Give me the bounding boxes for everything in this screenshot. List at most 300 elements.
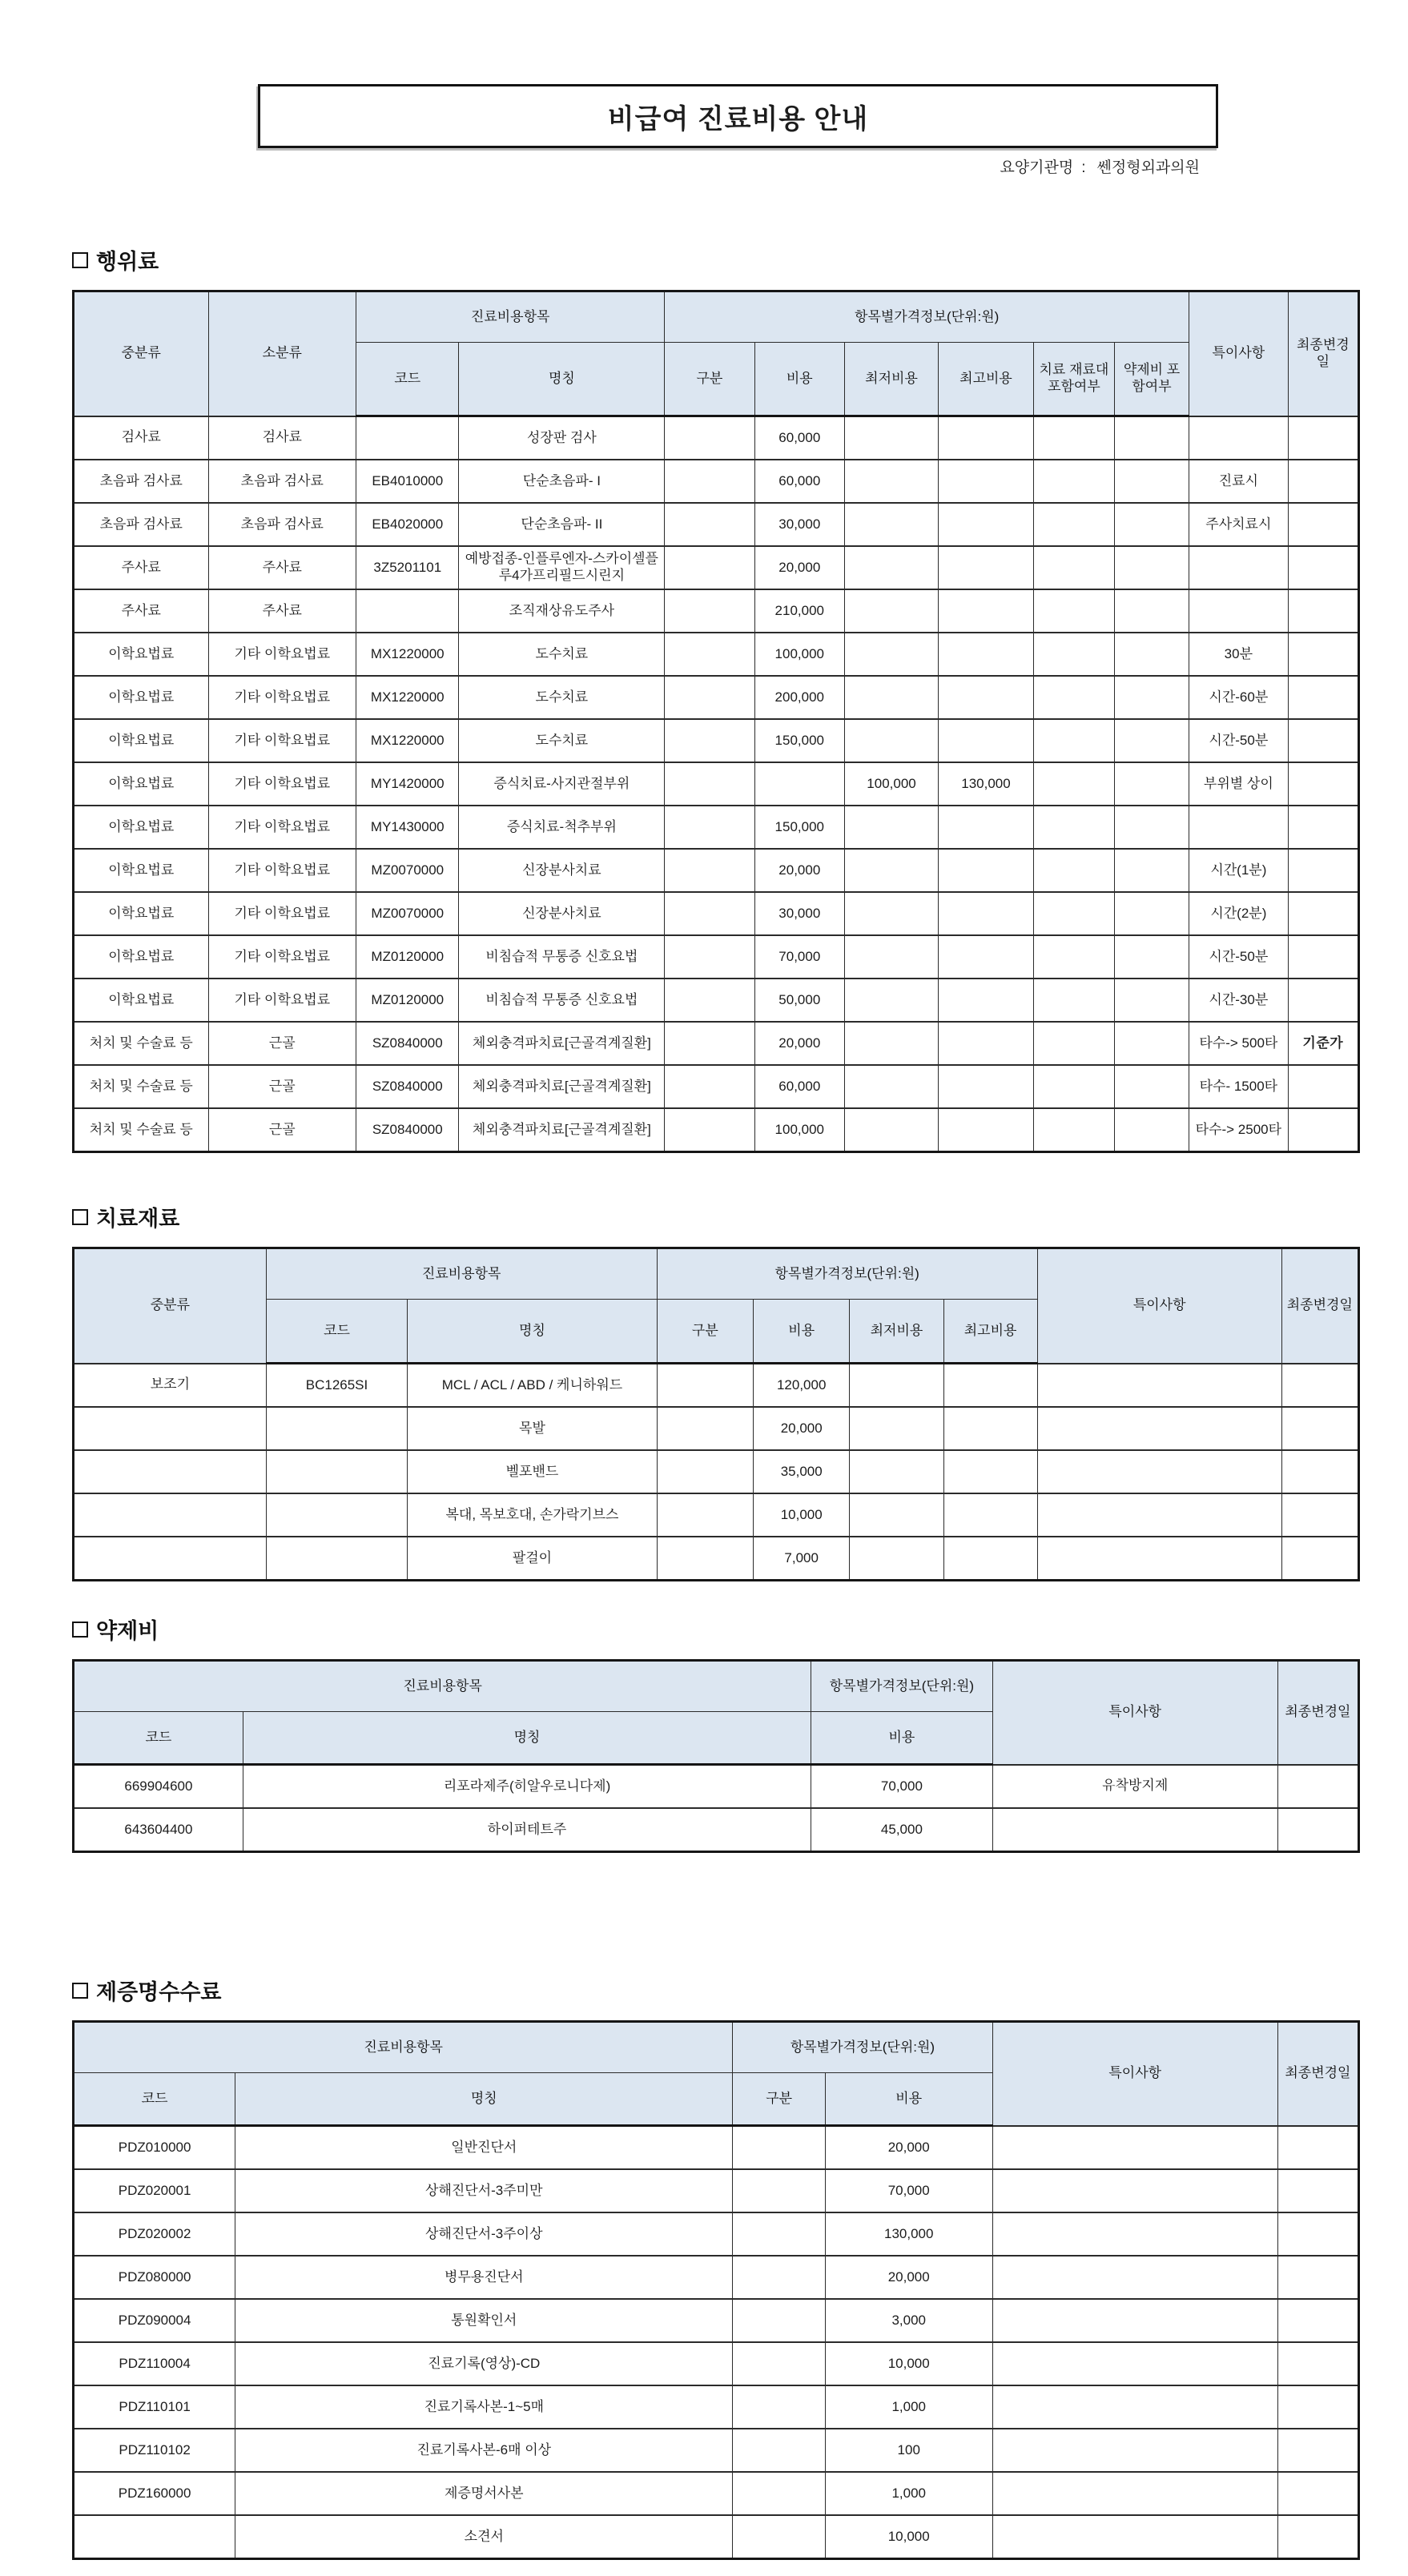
table-cell — [1033, 460, 1114, 503]
table-cell — [1033, 1022, 1114, 1065]
table-cell: 주사료 — [74, 546, 209, 589]
table-cell — [1288, 806, 1358, 849]
table-cell: 근골 — [208, 1022, 356, 1065]
table-cell: 기타 이학요법료 — [208, 762, 356, 806]
table-cell: 이학요법료 — [74, 849, 209, 892]
section-heading-label: 치료재료 — [96, 1207, 180, 1231]
table-cell — [844, 849, 938, 892]
table-cell: 150,000 — [754, 719, 844, 762]
table-row — [74, 849, 1359, 892]
table-cell: 일반진단서 — [235, 2126, 733, 2170]
table-cell: 643604400 — [74, 1808, 243, 1852]
table-cell: 60,000 — [754, 460, 844, 503]
table-cell — [939, 719, 1034, 762]
table-cell: 60,000 — [754, 1065, 844, 1108]
table-cell — [1288, 979, 1358, 1022]
table-cell — [939, 892, 1034, 935]
table-cell — [733, 2385, 826, 2429]
table-cell — [844, 633, 938, 676]
table-cell — [1037, 1364, 1281, 1408]
table-cell — [1114, 1108, 1189, 1152]
table-cell: 신장분사치료 — [459, 849, 665, 892]
table-cell — [939, 849, 1034, 892]
table-cell: 근골 — [208, 1108, 356, 1152]
column-header: 코드 — [266, 1300, 408, 1364]
table-row — [74, 2212, 1359, 2256]
table-cell: 체외충격파치료[근골격계질환] — [459, 1108, 665, 1152]
table-cell — [1277, 2256, 1358, 2299]
table-cell: SZ0840000 — [356, 1022, 459, 1065]
table-cell — [939, 1108, 1034, 1152]
table-cell: PDZ110004 — [74, 2342, 235, 2385]
table-cell: 70,000 — [811, 1765, 992, 1809]
section-heading — [72, 1614, 1360, 1645]
table-cell — [1277, 1765, 1358, 1809]
table-cell: 근골 — [208, 1065, 356, 1108]
table-cell — [657, 1364, 753, 1408]
table-cell — [665, 503, 754, 546]
table-cell: MY1420000 — [356, 762, 459, 806]
table-cell: MZ0120000 — [356, 935, 459, 979]
table-cell: 보조기 — [74, 1364, 267, 1408]
table-cell — [844, 589, 938, 633]
column-header: 진료비용항목 — [266, 1248, 657, 1300]
table-cell — [1288, 849, 1358, 892]
table-cell — [1033, 1065, 1114, 1108]
table-cell — [1037, 1407, 1281, 1450]
table-cell: 10,000 — [825, 2342, 992, 2385]
column-header: 최종변경일 — [1277, 2022, 1358, 2126]
table-cell: EB4010000 — [356, 460, 459, 503]
table-cell — [992, 2515, 1277, 2559]
table-cell: MX1220000 — [356, 676, 459, 719]
table-row — [74, 589, 1359, 633]
table-cell — [665, 806, 754, 849]
table-cell: 시간-60분 — [1189, 676, 1289, 719]
table-cell: 3Z5201101 — [356, 546, 459, 589]
table-cell: 100,000 — [754, 633, 844, 676]
table-cell: 70,000 — [825, 2169, 992, 2212]
table-cell — [1114, 589, 1189, 633]
table-cell: 처치 및 수술료 등 — [74, 1108, 209, 1152]
table-cell: PDZ110102 — [74, 2429, 235, 2472]
table-row — [74, 2429, 1359, 2472]
table-cell — [939, 460, 1034, 503]
table-cell: 비침습적 무통증 신호요법 — [459, 979, 665, 1022]
table-cell — [1114, 460, 1189, 503]
table-row — [74, 2472, 1359, 2515]
table-row — [74, 460, 1359, 503]
table-cell: 상해진단서-3주미만 — [235, 2169, 733, 2212]
table-cell: 20,000 — [754, 1407, 850, 1450]
table-cell — [733, 2342, 826, 2385]
table-cell: 기준가 — [1288, 1022, 1358, 1065]
table-cell — [266, 1407, 408, 1450]
table-cell — [665, 1022, 754, 1065]
table-cell: 유착방지제 — [992, 1765, 1277, 1809]
table-cell: PDZ080000 — [74, 2256, 235, 2299]
table-cell — [74, 1407, 267, 1450]
table-cell: 1,000 — [825, 2472, 992, 2515]
table-cell: 210,000 — [754, 589, 844, 633]
table-row — [74, 1364, 1359, 1408]
table-cell — [1114, 546, 1189, 589]
table-cell — [1189, 416, 1289, 460]
column-header: 명칭 — [408, 1300, 657, 1364]
table-cell: 타수- 1500타 — [1189, 1065, 1289, 1108]
table-cell — [844, 1108, 938, 1152]
table-cell — [1288, 762, 1358, 806]
table-cell: 시간-50분 — [1189, 719, 1289, 762]
table-cell: EB4020000 — [356, 503, 459, 546]
column-header: 특이사항 — [992, 1661, 1277, 1765]
table-cell — [1277, 2472, 1358, 2515]
table-cell: 증식치료-척추부위 — [459, 806, 665, 849]
table-cell — [1277, 2169, 1358, 2212]
table-cell — [992, 2212, 1277, 2256]
column-header: 구분 — [733, 2073, 826, 2126]
table-cell — [850, 1537, 943, 1581]
table-cell: 이학요법료 — [74, 935, 209, 979]
column-header: 최고비용 — [943, 1300, 1037, 1364]
table-cell — [1114, 503, 1189, 546]
table-cell — [1033, 676, 1114, 719]
column-header: 항목별가격정보(단위:원) — [733, 2022, 992, 2073]
table-cell — [1114, 979, 1189, 1022]
table-cell: 진료기록사본-1~5매 — [235, 2385, 733, 2429]
table-cell — [1033, 719, 1114, 762]
table-cell: 초음파 검사료 — [208, 503, 356, 546]
table-cell — [1114, 806, 1189, 849]
table-cell: 이학요법료 — [74, 806, 209, 849]
table-row — [74, 1407, 1359, 1450]
table-cell: 20,000 — [825, 2126, 992, 2170]
table-cell — [665, 892, 754, 935]
table-cell — [1033, 849, 1114, 892]
table-cell: MX1220000 — [356, 633, 459, 676]
table-cell: 이학요법료 — [74, 633, 209, 676]
table-cell — [1288, 589, 1358, 633]
table-cell — [992, 2429, 1277, 2472]
table-cell — [844, 892, 938, 935]
table-cell — [733, 2299, 826, 2342]
table-cell: 진료시 — [1189, 460, 1289, 503]
table-cell: 검사료 — [74, 416, 209, 460]
table-cell — [1281, 1537, 1358, 1581]
table-cell — [1281, 1493, 1358, 1537]
table-row — [74, 892, 1359, 935]
table-row — [74, 1450, 1359, 1493]
table-cell — [992, 2126, 1277, 2170]
section-heading-label: 약제비 — [96, 1619, 159, 1643]
table-cell — [850, 1364, 943, 1408]
table-cell — [939, 979, 1034, 1022]
table-cell: 130,000 — [939, 762, 1034, 806]
table-cell — [1277, 2429, 1358, 2472]
table-cell: 제증명서사본 — [235, 2472, 733, 2515]
table-cell — [1033, 892, 1114, 935]
table-cell — [1288, 416, 1358, 460]
table-cell — [1288, 1065, 1358, 1108]
table-cell — [1288, 503, 1358, 546]
table-row — [74, 1108, 1359, 1152]
table-cell — [850, 1493, 943, 1537]
column-header: 진료비용항목 — [356, 291, 665, 343]
table-row — [74, 806, 1359, 849]
table-cell — [1037, 1450, 1281, 1493]
table-cell: 이학요법료 — [74, 979, 209, 1022]
column-header: 구분 — [657, 1300, 753, 1364]
table-cell — [943, 1493, 1037, 1537]
table-row — [74, 2385, 1359, 2429]
table-cell — [844, 1065, 938, 1108]
table-cell: 단순초음파- II — [459, 503, 665, 546]
table-cell: 이학요법료 — [74, 762, 209, 806]
table-cell: 20,000 — [754, 849, 844, 892]
table-cell: 35,000 — [754, 1450, 850, 1493]
table-cell — [1033, 806, 1114, 849]
table-cell — [844, 935, 938, 979]
table-row — [74, 1065, 1359, 1108]
table-cell: 기타 이학요법료 — [208, 979, 356, 1022]
column-header: 특이사항 — [1189, 291, 1289, 416]
document-header — [72, 84, 1360, 179]
table-cell: 진료기록사본-6매 이상 — [235, 2429, 733, 2472]
table-cell — [939, 1065, 1034, 1108]
table-cell — [665, 589, 754, 633]
table-cell — [992, 2169, 1277, 2212]
table-cell — [992, 2472, 1277, 2515]
table-cell: 시간(2분) — [1189, 892, 1289, 935]
table-cell: 20,000 — [754, 546, 844, 589]
column-header: 코드 — [74, 1712, 243, 1765]
table-cell — [1114, 416, 1189, 460]
table-row — [74, 546, 1359, 589]
table-cell — [943, 1450, 1037, 1493]
table-cell — [657, 1450, 753, 1493]
section-drug-costs — [72, 1614, 1360, 1853]
column-header: 중분류 — [74, 1248, 267, 1364]
table-cell — [665, 416, 754, 460]
table-cell — [992, 1808, 1277, 1852]
table-cell: MCL / ACL / ABD / 케니하워드 — [408, 1364, 657, 1408]
table-row — [74, 1808, 1359, 1852]
table-cell — [733, 2212, 826, 2256]
table-cell — [1114, 719, 1189, 762]
table-cell: 10,000 — [754, 1493, 850, 1537]
table-cell: 30분 — [1189, 633, 1289, 676]
column-header: 명칭 — [243, 1712, 811, 1765]
table-cell — [1277, 2212, 1358, 2256]
table-cell — [1033, 416, 1114, 460]
table-cell: 처치 및 수술료 등 — [74, 1065, 209, 1108]
table-cell: 조직재상유도주사 — [459, 589, 665, 633]
table-cell: 병무용진단서 — [235, 2256, 733, 2299]
table-cell — [657, 1537, 753, 1581]
table-cell: PDZ110101 — [74, 2385, 235, 2429]
table-cell: 진료기록(영상)-CD — [235, 2342, 733, 2385]
table-cell — [1288, 719, 1358, 762]
square-bullet-icon — [72, 252, 88, 268]
column-header: 항목별가격정보(단위:원) — [657, 1248, 1037, 1300]
table-cell — [733, 2472, 826, 2515]
table-cell: 팔걸이 — [408, 1537, 657, 1581]
table-cell — [850, 1407, 943, 1450]
table-row — [74, 1493, 1359, 1537]
table-cell: 증식치료-사지관절부위 — [459, 762, 665, 806]
table-cell: 주사료 — [74, 589, 209, 633]
table-cell: 기타 이학요법료 — [208, 892, 356, 935]
table-cell — [665, 460, 754, 503]
table-cell: 669904600 — [74, 1765, 243, 1809]
table-cell: MZ0120000 — [356, 979, 459, 1022]
table-cell: 도수치료 — [459, 676, 665, 719]
header-row — [74, 1248, 1359, 1300]
table-cell: 부위별 상이 — [1189, 762, 1289, 806]
page-title: 비급여 진료비용 안내 — [607, 103, 869, 135]
table-cell: PDZ090004 — [74, 2299, 235, 2342]
table-cell — [992, 2385, 1277, 2429]
header-row — [74, 291, 1359, 343]
column-header: 진료비용항목 — [74, 1661, 811, 1712]
table-cell — [992, 2342, 1277, 2385]
table-cell — [939, 935, 1034, 979]
table-cell: 주사료 — [208, 589, 356, 633]
table-cell — [1288, 1108, 1358, 1152]
table-cell — [1114, 849, 1189, 892]
table-cell — [1114, 762, 1189, 806]
column-header: 항목별가격정보(단위:원) — [665, 291, 1189, 343]
table-cell — [1281, 1450, 1358, 1493]
table-cell — [665, 935, 754, 979]
table-cell — [665, 546, 754, 589]
table-cell — [844, 1022, 938, 1065]
table-cell: 기타 이학요법료 — [208, 676, 356, 719]
table-cell: SZ0840000 — [356, 1065, 459, 1108]
table-cell: 검사료 — [208, 416, 356, 460]
table-cell — [665, 979, 754, 1022]
section-procedure-fees — [72, 244, 1360, 1153]
table-cell: SZ0840000 — [356, 1108, 459, 1152]
column-header: 최저비용 — [850, 1300, 943, 1364]
table-cell — [939, 416, 1034, 460]
table-cell — [939, 806, 1034, 849]
column-header: 최종변경일 — [1288, 291, 1358, 416]
column-header: 비용 — [754, 1300, 850, 1364]
table-cell — [1037, 1537, 1281, 1581]
org-name: 쎈정형외과의원 — [1096, 159, 1200, 176]
table-cell — [665, 762, 754, 806]
section-treatment-materials — [72, 1201, 1360, 1581]
table-cell: 기타 이학요법료 — [208, 806, 356, 849]
column-header: 치료 재료대 포함여부 — [1033, 343, 1114, 416]
table-cell: MY1430000 — [356, 806, 459, 849]
table-cell — [850, 1450, 943, 1493]
section-heading-label: 행위료 — [96, 250, 159, 274]
column-header: 코드 — [356, 343, 459, 416]
table-cell — [1037, 1493, 1281, 1537]
table-cell — [992, 2256, 1277, 2299]
table-cell — [844, 460, 938, 503]
table-row — [74, 2515, 1359, 2559]
table-cell: 체외충격파치료[근골격계질환] — [459, 1022, 665, 1065]
table-cell — [1033, 762, 1114, 806]
table-cell: 기타 이학요법료 — [208, 719, 356, 762]
table-cell: 이학요법료 — [74, 676, 209, 719]
table-cell — [1114, 633, 1189, 676]
table-cell — [266, 1450, 408, 1493]
table-cell — [939, 1022, 1034, 1065]
table-cell — [1277, 2126, 1358, 2170]
table-cell: 이학요법료 — [74, 892, 209, 935]
table-cell — [657, 1493, 753, 1537]
table-cell: 시간-50분 — [1189, 935, 1289, 979]
table-cell: 벨포밴드 — [408, 1450, 657, 1493]
table-cell — [943, 1364, 1037, 1408]
table-row — [74, 1765, 1359, 1809]
table-cell — [939, 633, 1034, 676]
table-cell: 비침습적 무통증 신호요법 — [459, 935, 665, 979]
table-cell: 7,000 — [754, 1537, 850, 1581]
column-header: 특이사항 — [992, 2022, 1277, 2126]
table-row — [74, 2299, 1359, 2342]
table-cell — [733, 2126, 826, 2170]
table-cell: PDZ010000 — [74, 2126, 235, 2170]
table-cell — [1033, 546, 1114, 589]
column-header: 항목별가격정보(단위:원) — [811, 1661, 992, 1712]
table-cell — [1277, 2515, 1358, 2559]
table-cell: 120,000 — [754, 1364, 850, 1408]
table-cell: PDZ020002 — [74, 2212, 235, 2256]
table-cell: MZ0070000 — [356, 849, 459, 892]
table-row — [74, 935, 1359, 979]
certificate-fees-table — [72, 2020, 1360, 2560]
table-cell: 50,000 — [754, 979, 844, 1022]
table-cell: 70,000 — [754, 935, 844, 979]
table-cell: 기타 이학요법료 — [208, 633, 356, 676]
table-cell — [1288, 892, 1358, 935]
table-cell: 100,000 — [754, 1108, 844, 1152]
column-header: 명칭 — [235, 2073, 733, 2126]
square-bullet-icon — [72, 1983, 88, 1999]
table-cell — [1033, 1108, 1114, 1152]
table-cell — [74, 1493, 267, 1537]
section-heading — [72, 244, 1360, 275]
table-cell: 초음파 검사료 — [208, 460, 356, 503]
table-cell — [1281, 1364, 1358, 1408]
table-cell: 주사료 — [208, 546, 356, 589]
section-heading — [72, 1975, 1360, 2006]
table-cell: 소견서 — [235, 2515, 733, 2559]
table-cell — [844, 676, 938, 719]
table-cell — [1033, 935, 1114, 979]
column-header: 비용 — [811, 1712, 992, 1765]
table-cell — [266, 1493, 408, 1537]
table-cell — [1033, 503, 1114, 546]
table-cell — [1033, 633, 1114, 676]
table-row — [74, 416, 1359, 460]
table-cell: 체외충격파치료[근골격계질환] — [459, 1065, 665, 1108]
table-row — [74, 2256, 1359, 2299]
table-cell: MZ0070000 — [356, 892, 459, 935]
table-cell — [1288, 546, 1358, 589]
table-row — [74, 979, 1359, 1022]
table-cell: 60,000 — [754, 416, 844, 460]
table-cell — [657, 1407, 753, 1450]
table-cell: 30,000 — [754, 892, 844, 935]
table-cell — [844, 719, 938, 762]
table-cell — [266, 1537, 408, 1581]
